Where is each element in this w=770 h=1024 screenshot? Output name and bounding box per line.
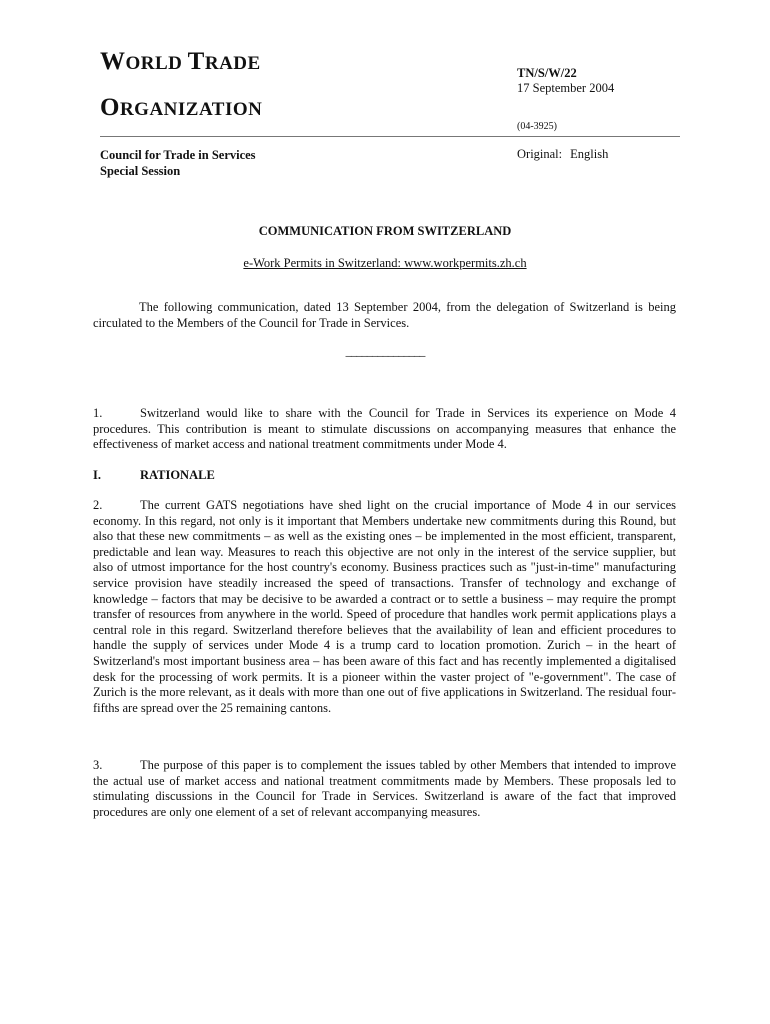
organization-name-line2 — [100, 94, 262, 122]
paragraph-number: 3. — [93, 758, 103, 772]
org-text-orld: ORLD — [125, 53, 188, 74]
paragraph-number: 1. — [93, 406, 103, 420]
paragraph-number: 2. — [93, 498, 103, 512]
document-subtitle: e-Work Permits in Switzerland: www.workpermits.zh.ch — [243, 256, 527, 270]
paragraph-3 — [93, 758, 676, 820]
org-initial-t: T — [187, 48, 205, 75]
council-block — [100, 147, 256, 179]
intro-text: The following communication, dated 13 September 2004, from the delegation of Switzerland is being circulated to the Members of the Council for Trade in Services. — [93, 300, 676, 330]
paragraph-text: The current GATS negotiations have shed light on the crucial importance of Mode 4 in our services economy. In this regard, not only is it important that Members undertake new commitments during this Round, but also that these new commitments – as well as the existing ones – be implemented in the most efficient, transparent, predictable and lean way. Measures to reach this objective are not only in the interest of the service supplier, but also of utmost importance for the host country's economy. Business practices such as "just-in-time" manufacturing service provision have steadily increased the speed of transactions. Transfer of technology and exchange of knowledge – factors that may be decisive to be awarded a contract or to settle a business – may require the prompt transfer of resources from anywhere in the world. Speed of procedure that handles work permit applications plays a central role in this regard. Switzerland therefore believes that the availability of lean and efficient procedures to handle the supply of services under Mode 4 is a trump card to location promotion. Zurich – in the heart of Switzerland's most important business area – has been aware of this fact and has recently implemented a digitalised desk for the processing of work permits. It is a pioneer within the vaster project of "e-government". The case of Zurich is the more relevant, as it deals with more than one out of five applications in Switzerland. The residual four-fifths are spread over the 25 remaining cantons. — [93, 498, 676, 715]
org-text-rade: RADE — [204, 53, 261, 74]
paragraph-text: Switzerland would like to share with the Council for Trade in Services its experience on Mode 4 procedures. This contribution is meant to stimulate discussions on accompanying measures that enhance the effectiveness of market access and national treatment commitments under Mode 4. — [93, 406, 676, 452]
session-name: Special Session — [100, 164, 181, 178]
document-reference — [517, 66, 614, 96]
paragraph-text: The purpose of this paper is to complement the issues tabled by other Members that intended to improve the actual use of market access and national treatment commitments made by Members. These proposals led to stimulating discussions in the Council for Trade in Services. Switzerland is aware of the fact that improved procedures are only one element of a set of relevant accompanying measures. — [93, 758, 676, 819]
document-title: COMMUNICATION FROM SWITZERLAND — [258, 224, 512, 238]
section-title: RATIONALE — [140, 468, 215, 482]
council-name: Council for Trade in Services — [100, 148, 256, 162]
document-date: 17 September 2004 — [517, 81, 615, 95]
paragraph-2 — [93, 498, 676, 716]
org-initial-o: O — [100, 94, 120, 121]
original-label: Original: — [517, 147, 563, 161]
original-language — [517, 147, 608, 162]
original-language-value: English — [570, 147, 609, 161]
intro-paragraph — [93, 300, 676, 331]
document-number: (04-3925) — [517, 121, 557, 132]
header-rule — [100, 136, 680, 137]
document-symbol: TN/S/W/22 — [517, 66, 577, 80]
org-text-rganization: RGANIZATION — [119, 99, 263, 120]
org-initial-w: W — [100, 48, 126, 75]
paragraph-1 — [93, 406, 676, 453]
section-heading — [93, 468, 215, 483]
section-number: I. — [93, 468, 101, 482]
organization-name-line1 — [100, 48, 261, 76]
divider-line: _______________ — [345, 344, 425, 358]
